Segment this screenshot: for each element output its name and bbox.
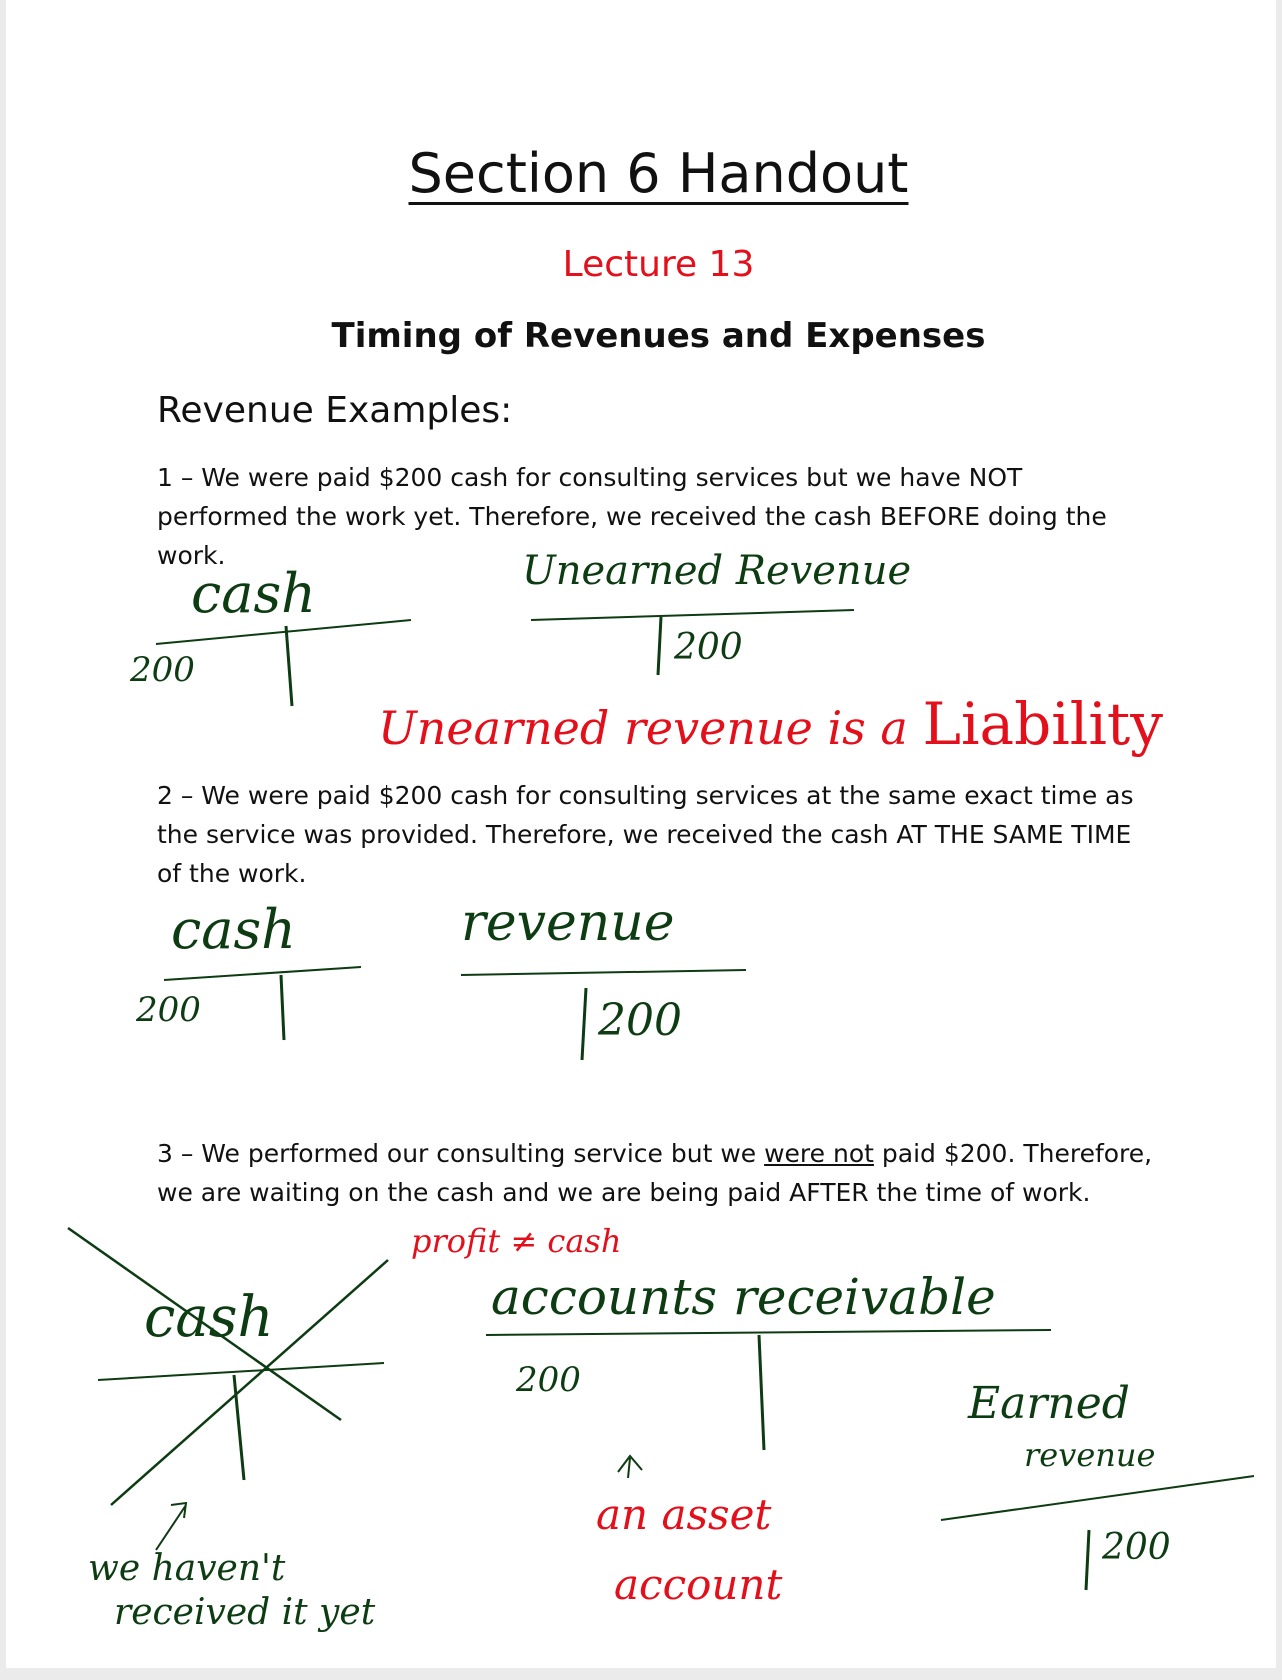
hw-cash-label-1: cash — [191, 562, 316, 625]
arrow-up-ar — [618, 1456, 642, 1478]
hw-cash-amount-2: 200 — [136, 990, 201, 1030]
t-account-revenue-top — [461, 970, 746, 975]
hw-revenue-label: revenue — [461, 893, 675, 953]
hw-asset-note-2: account — [614, 1560, 783, 1609]
t-account-earned-stem — [1086, 1530, 1089, 1590]
hw-not-received-2: received it yet — [114, 1592, 376, 1633]
hw-cash-label-3-crossed: cash — [144, 1285, 274, 1350]
hw-liability-remark: Unearned revenue is a Liability — [378, 690, 1163, 758]
hw-earned-amount: 200 — [1102, 1527, 1171, 1568]
page-title: Section 6 Handout — [408, 142, 909, 205]
revenue-examples-heading: Revenue Examples: — [157, 390, 513, 431]
hw-earned-label-2: revenue — [1024, 1436, 1156, 1474]
example-3-text: 3 – We performed our consulting service but we were not paid $200. Therefore, we are waiting on the cash and we are being paid AFTER the time of work. — [157, 1139, 1153, 1207]
handout-page — [6, 0, 1276, 1668]
t-account-earned-top — [941, 1476, 1254, 1520]
t-account-ar-top — [486, 1330, 1051, 1335]
underlined-were-not: were not — [764, 1139, 874, 1168]
arrow-to-cash — [156, 1503, 186, 1550]
t-account-cash-3-top — [98, 1363, 384, 1380]
t-account-revenue-stem — [582, 988, 586, 1060]
t-account-cash-2-top — [164, 967, 361, 980]
hw-revenue-amount: 200 — [598, 995, 682, 1046]
t-account-unearned-stem — [658, 617, 661, 675]
section-subtitle: Timing of Revenues and Expenses — [331, 316, 986, 356]
hw-unearned-amount: 200 — [674, 627, 743, 668]
hw-accounts-receivable-label: accounts receivable — [491, 1268, 996, 1326]
example-2-text: 2 – We were paid $200 cash for consulting services at the same exact time as the service was provided. Therefore, we received the cash AT THE SAME TIME of the work. — [157, 781, 1134, 888]
example-1-text: 1 – We were paid $200 cash for consulting services but we have NOT performed the work yet. Therefore, we received the cash BEFORE doing the work. — [157, 463, 1107, 570]
t-account-unearned-top — [531, 610, 854, 620]
t-account-cash-2-stem — [281, 975, 284, 1040]
hw-cash-amount-1: 200 — [130, 650, 195, 690]
t-account-cash-1-stem — [286, 626, 292, 706]
hw-ar-amount: 200 — [516, 1360, 581, 1400]
t-account-ar-stem — [759, 1335, 764, 1450]
hw-asset-note-1: an asset — [596, 1490, 772, 1539]
hw-unearned-revenue-label: Unearned Revenue — [522, 548, 912, 594]
hw-cash-label-2: cash — [171, 898, 296, 961]
hw-not-received-1: we haven't — [88, 1548, 286, 1589]
hw-profit-not-cash: profit ≠ cash — [411, 1222, 622, 1260]
lecture-label: Lecture 13 — [562, 244, 755, 285]
hw-earned-label-1: Earned — [968, 1378, 1130, 1429]
